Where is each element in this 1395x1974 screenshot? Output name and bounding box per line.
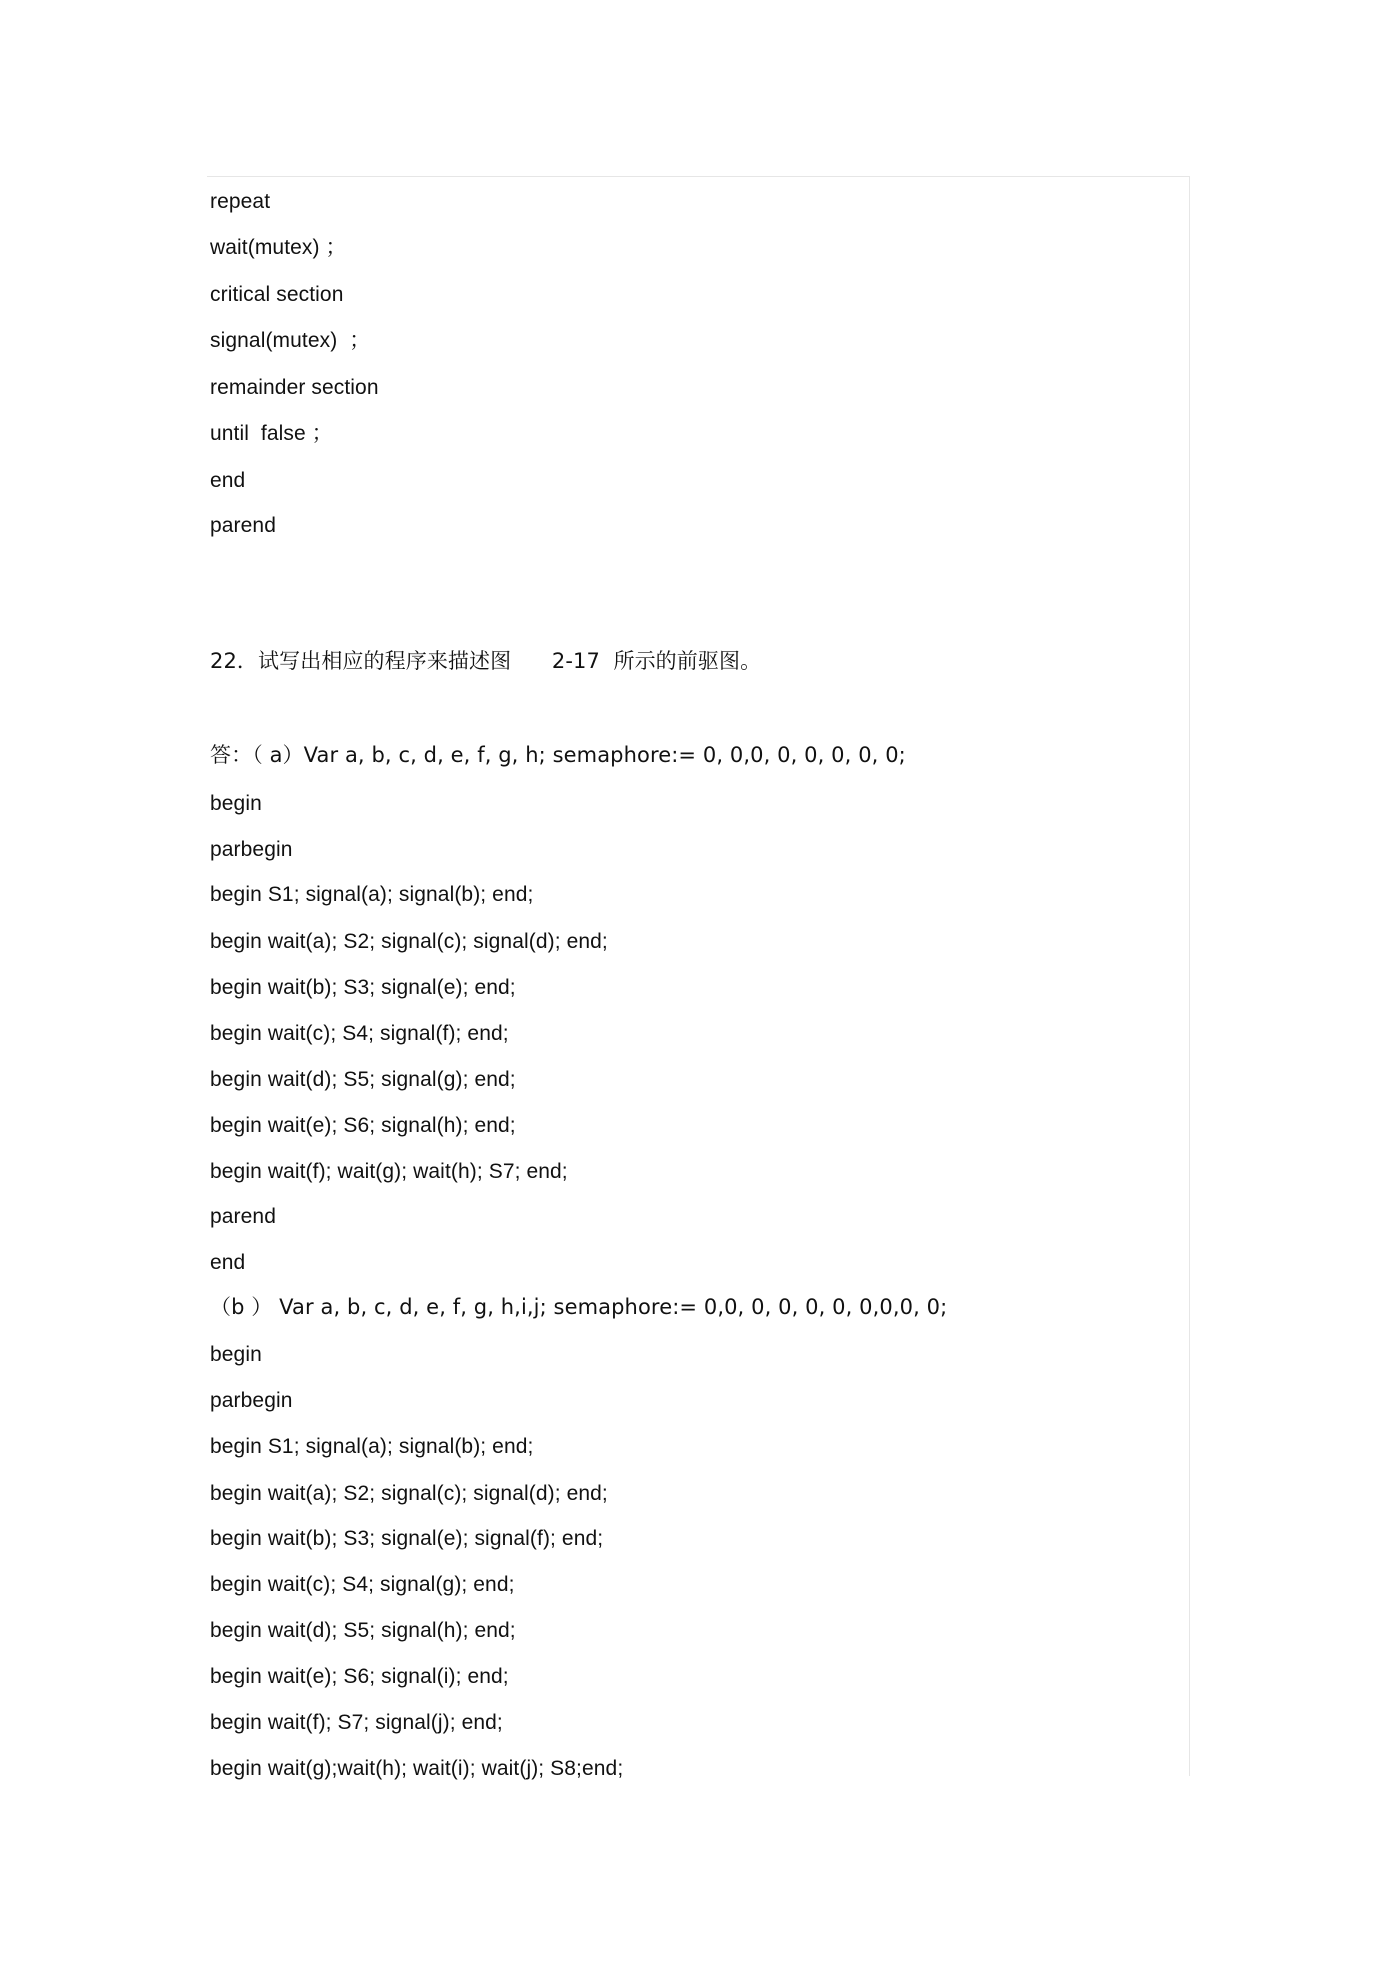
- code-line: begin wait(b); S3; signal(e); end;: [210, 976, 516, 999]
- code-line: critical section: [210, 283, 344, 306]
- code-line: begin wait(g);wait(h); wait(i); wait(j); S8;end;: [210, 1757, 624, 1780]
- answer-b-header: （b ） Var a, b, c, d, e, f, g, h,i,j; semaphore:= 0,0, 0, 0, 0, 0, 0,0,0, 0;: [210, 1295, 948, 1319]
- code-line: begin wait(c); S4; signal(f); end;: [210, 1022, 509, 1045]
- code-line: begin wait(b); S3; signal(e); signal(f); end;: [210, 1527, 604, 1550]
- code-line: end: [210, 469, 246, 492]
- code-line: begin: [210, 792, 262, 815]
- question-text: 22．试写出相应的程序来描述图 2-17 所示的前驱图。: [210, 649, 762, 673]
- code-line: begin wait(d); S5; signal(g); end;: [210, 1068, 516, 1091]
- code-line: wait(mutex) ；: [210, 236, 347, 259]
- answer-a-header: 答：（ a）Var a, b, c, d, e, f, g, h; semaphore:= 0, 0,0, 0, 0, 0, 0, 0;: [210, 743, 906, 767]
- code-line: remainder section: [210, 376, 379, 399]
- code-line: repeat: [210, 190, 271, 213]
- code-line: begin wait(f); wait(g); wait(h); S7; end;: [210, 1160, 568, 1183]
- code-line: end: [210, 1251, 246, 1274]
- code-line: begin wait(e); S6; signal(h); end;: [210, 1114, 516, 1137]
- code-line: begin wait(c); S4; signal(g); end;: [210, 1573, 515, 1596]
- code-line: begin wait(d); S5; signal(h); end;: [210, 1619, 516, 1642]
- code-line: parbegin: [210, 838, 293, 861]
- code-line: begin: [210, 1343, 262, 1366]
- code-line: begin S1; signal(a); signal(b); end;: [210, 1435, 534, 1458]
- code-line: begin wait(e); S6; signal(i); end;: [210, 1665, 509, 1688]
- code-line: signal(mutex) ；: [210, 329, 371, 352]
- code-line: begin wait(f); S7; signal(j); end;: [210, 1711, 503, 1734]
- code-line: begin S1; signal(a); signal(b); end;: [210, 883, 534, 906]
- code-line: parend: [210, 1205, 276, 1228]
- code-line: begin wait(a); S2; signal(c); signal(d); end;: [210, 930, 608, 953]
- code-line: parend: [210, 514, 276, 537]
- code-line: until false ；: [210, 422, 333, 445]
- code-line: parbegin: [210, 1389, 293, 1412]
- code-line: begin wait(a); S2; signal(c); signal(d); end;: [210, 1482, 608, 1505]
